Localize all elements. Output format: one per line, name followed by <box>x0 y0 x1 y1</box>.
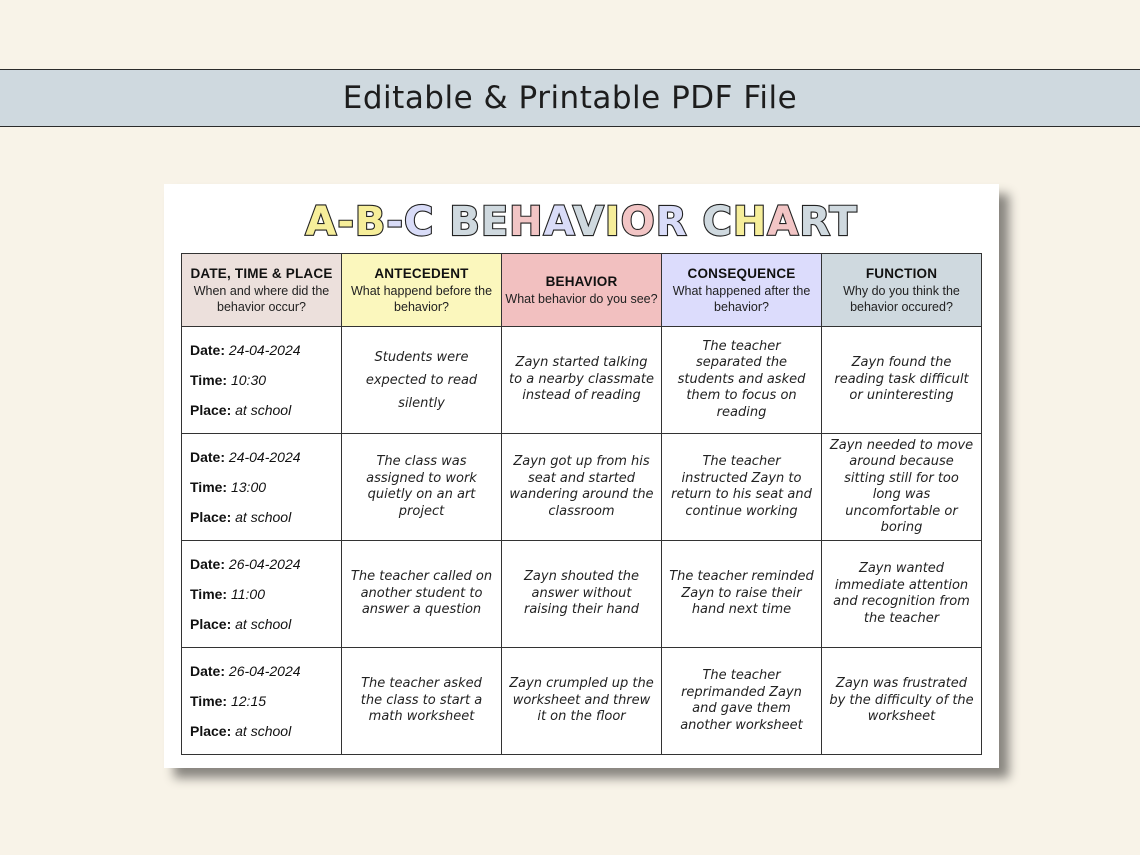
title-letter: R <box>655 199 688 245</box>
place-label: Place: <box>190 509 232 525</box>
time-label: Time: <box>190 372 228 388</box>
title-letter: A <box>543 199 573 245</box>
date-value: 26-04-2024 <box>228 556 301 572</box>
place-value: at school <box>235 723 292 739</box>
function-cell: Zayn was frustrated by the difficulty of the worksheet <box>822 648 982 755</box>
title-letter: T <box>829 199 858 245</box>
table-row <box>182 327 982 434</box>
title-letter: A <box>305 199 338 245</box>
title-letter: A <box>767 199 800 245</box>
banner <box>0 69 1140 127</box>
antecedent-cell: The teacher called on another student to answer a question <box>342 541 502 648</box>
time-value: 12:15 <box>230 693 267 709</box>
chart-sheet <box>164 184 999 768</box>
date-value: 26-04-2024 <box>228 663 301 679</box>
title-letter: - <box>337 199 355 245</box>
banner-title: Editable & Printable PDF File <box>342 80 798 116</box>
consequence-cell: The teacher reprimanded Zayn and gave them another worksheet <box>662 648 822 755</box>
date-time-place-cell <box>182 541 342 648</box>
consequence-cell: The teacher separated the students and asked them to focus on reading <box>662 327 822 434</box>
title-letter: B <box>449 199 481 245</box>
date-label: Date: <box>190 342 226 358</box>
date-label: Date: <box>190 449 226 465</box>
time-value: 10:30 <box>230 372 267 388</box>
antecedent-cell: Students were expected to read silently <box>342 327 502 434</box>
header-subtitle: What happend before the behavior? <box>350 283 493 314</box>
title-letter: - <box>386 199 405 245</box>
time-label: Time: <box>190 479 228 495</box>
consequence-cell: The teacher reminded Zayn to raise their hand next time <box>662 541 822 648</box>
date-label: Date: <box>190 556 226 572</box>
consequence-cell: The teacher instructed Zayn to return to his seat and continue working <box>662 434 822 541</box>
time-label: Time: <box>190 693 228 709</box>
header-behavior <box>502 254 662 327</box>
date-value: 24-04-2024 <box>228 449 301 465</box>
place-value: at school <box>235 402 292 418</box>
header-title: ANTECEDENT <box>374 265 469 281</box>
time-value: 11:00 <box>230 586 265 602</box>
time-label: Time: <box>190 586 228 602</box>
date-time-place-cell <box>182 434 342 541</box>
place-label: Place: <box>190 402 232 418</box>
function-cell: Zayn found the reading task difficult or uninteresting <box>822 327 982 434</box>
title-letter: I <box>604 199 621 245</box>
behavior-cell: Zayn crumpled up the worksheet and threw it on the floor <box>502 648 662 755</box>
behavior-cell: Zayn shouted the answer without raising their hand <box>502 541 662 648</box>
title-letter: R <box>799 199 830 245</box>
header-date-time-place <box>182 254 342 327</box>
title-letter: H <box>509 199 544 245</box>
title-letter: O <box>620 199 656 245</box>
header-title: FUNCTION <box>865 265 938 281</box>
header-subtitle: What happened after the behavior? <box>672 283 811 314</box>
title-letter <box>434 199 449 245</box>
behavior-cell: Zayn started talking to a nearby classmate instead of reading <box>502 327 662 434</box>
date-value: 24-04-2024 <box>228 342 301 358</box>
title-letter: V <box>572 199 605 245</box>
header-title: BEHAVIOR <box>545 273 618 289</box>
date-time-place-cell <box>182 648 342 755</box>
place-label: Place: <box>190 616 232 632</box>
date-time-place-cell <box>182 327 342 434</box>
place-value: at school <box>235 616 292 632</box>
abc-table <box>181 253 982 755</box>
title-letter: C <box>404 199 435 245</box>
time-value: 13:00 <box>230 479 267 495</box>
title-letter: B <box>354 199 387 245</box>
antecedent-cell: The teacher asked the class to start a math worksheet <box>342 648 502 755</box>
table-row <box>182 648 982 755</box>
header-subtitle: Why do you think the behavior occured? <box>843 283 960 314</box>
title-letter: C <box>702 199 733 245</box>
header-antecedent <box>342 254 502 327</box>
place-label: Place: <box>190 723 232 739</box>
header-title: DATE, TIME & PLACE <box>190 265 333 281</box>
function-cell: Zayn needed to move around because sitting still for too long was uncomfortable or boring <box>822 434 982 541</box>
date-label: Date: <box>190 663 226 679</box>
function-cell: Zayn wanted immediate attention and recognition from the teacher <box>822 541 982 648</box>
place-value: at school <box>235 509 292 525</box>
title-letter <box>688 199 703 245</box>
header-row <box>182 254 982 327</box>
title-letter: E <box>480 199 510 245</box>
header-subtitle: What behavior do you see? <box>505 291 658 306</box>
behavior-cell: Zayn got up from his seat and started wandering around the classroom <box>502 434 662 541</box>
table-row <box>182 434 982 541</box>
title-letter: H <box>732 199 768 245</box>
header-subtitle: When and where did the behavior occur? <box>193 283 330 314</box>
table-row <box>182 541 982 648</box>
antecedent-cell: The class was assigned to work quietly on an art project <box>342 434 502 541</box>
header-function <box>822 254 982 327</box>
header-consequence <box>662 254 822 327</box>
header-title: CONSEQUENCE <box>687 265 796 281</box>
chart-title <box>164 200 999 244</box>
